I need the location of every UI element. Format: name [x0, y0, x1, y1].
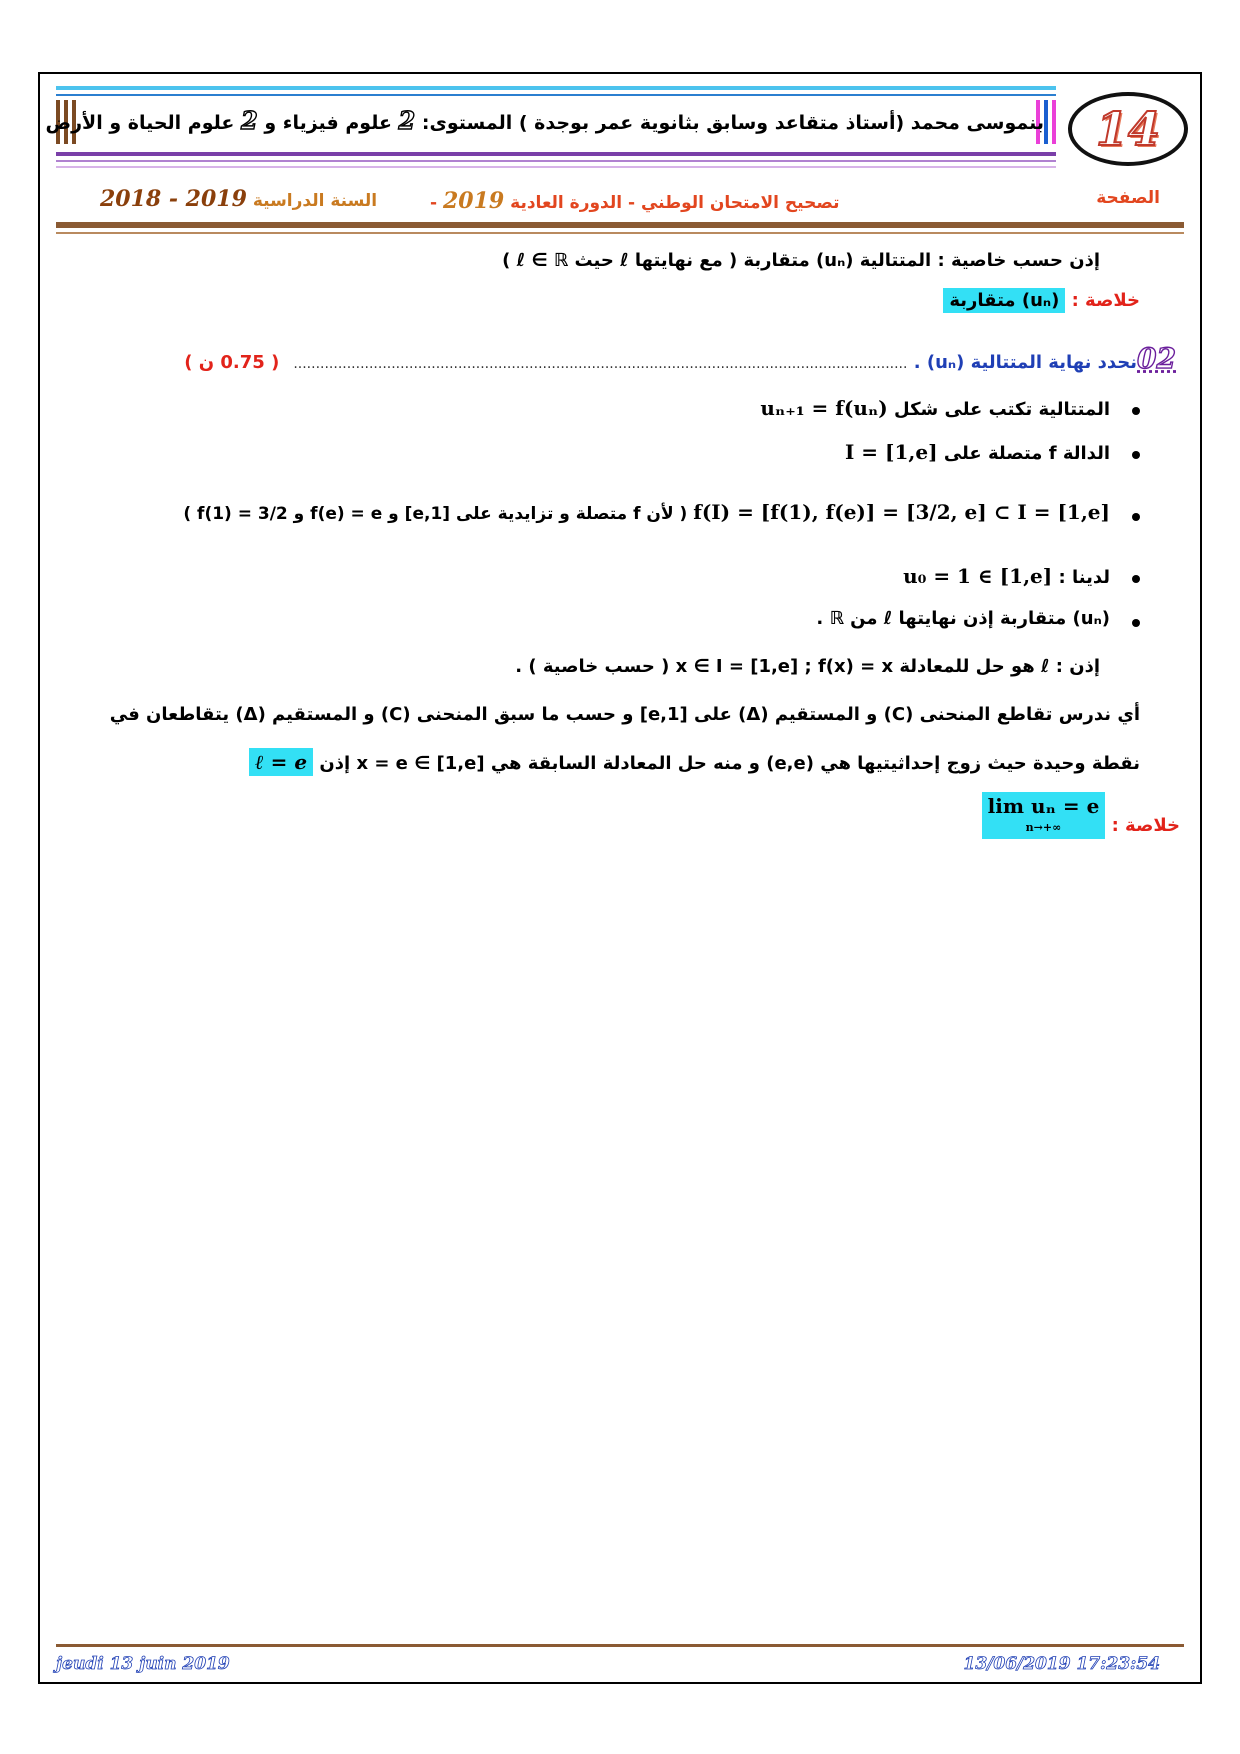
question-heading: 02نحدد نهاية المتتالية (uₙ) . ..........................................................................................................................................( 0.75 ن ): [184, 342, 1176, 375]
school-year: السنة الدراسية 2018 - 2019: [100, 186, 378, 212]
bullet-item: الدالة f متصلة على I = [1,e]: [844, 440, 1110, 464]
header-top-line-blue: [56, 94, 1056, 96]
paragraph-line: نقطة وحيدة حيث زوج إحداثيتيها هي (e,e) و منه حل المعادلة السابقة هي x = e ∈ [1,e] إذن ℓ = e: [249, 750, 1140, 775]
bullet-item: (uₙ) متقاربة إذن نهايتها ℓ من ℝ .: [816, 608, 1110, 629]
footer-date-right: 13/06/2019 17:23:54: [963, 1654, 1160, 1674]
page-label: الصفحة: [1096, 188, 1160, 208]
bullet-icon: [1132, 619, 1140, 627]
bullet-item: f(I) = [f(1), f(e)] = [3/2, e] ⊂ I = [1,e] ( لأن f متصلة و تزايدية على [1,e] و f(e) = e و f(1) = 3/2 ): [183, 500, 1110, 524]
text-line: إذن حسب خاصية : المتتالية (uₙ) متقاربة ( مع نهايتها ℓ حيث ℓ ∈ ℝ ): [502, 250, 1100, 271]
header-bottom-line-purple: [56, 152, 1056, 156]
highlight: ℓ = e: [249, 748, 313, 776]
question-number: 02: [1137, 342, 1176, 375]
level-number: 2: [398, 106, 416, 135]
footer-rule: [56, 1644, 1184, 1647]
header-top-line-cyan: [56, 86, 1056, 90]
header-bottom-line-violet: [56, 160, 1056, 162]
header-rule-thin: [56, 232, 1184, 234]
paragraph-line: أي ندرس تقاطع المنحنى (C) و المستقيم (Δ) على [1,e] و حسب ما سبق المنحنى (C) و المستقيم (Δ) يتقاطعان في: [109, 704, 1140, 725]
page-number: 14: [1095, 102, 1160, 156]
page-frame: [38, 72, 1202, 1684]
level-number: 2: [241, 106, 258, 135]
bullet-icon: [1132, 451, 1140, 459]
bullet-item: لدينا : u₀ = 1 ∈ [1,e]: [903, 564, 1110, 588]
conclusion-2: خلاصة : lim uₙ = e n→+∞: [982, 792, 1180, 839]
header-rule: [56, 222, 1184, 228]
highlight: lim uₙ = e n→+∞: [982, 792, 1106, 839]
bullet-icon: [1132, 575, 1140, 583]
footer-date-left: jeudi 13 juin 2019: [56, 1654, 230, 1674]
page-number-badge: [1068, 92, 1188, 166]
bullet-icon: [1132, 513, 1140, 521]
bullet-item: المتتالية تكتب على شكل uₙ₊₁ = f(uₙ): [760, 396, 1110, 420]
then-line: إذن : ℓ هو حل للمعادلة x ∈ I = [1,e] ; f(x) = x ( حسب خاصية ) .: [515, 656, 1100, 677]
header-bottom-line-pink: [56, 166, 1056, 168]
exam-title: تصحيح الامتحان الوطني - الدورة العادية 2019 -: [430, 188, 840, 214]
conclusion-1: خلاصة : (uₙ) متقاربة: [943, 290, 1140, 311]
bullet-icon: [1132, 407, 1140, 415]
author-line: بنموسى محمد (أستاذ متقاعد وسابق بثانوية عمر بوجدة ) المستوى: 2 علوم فيزياء و 2 علوم الحياة و الأرض: [45, 106, 1044, 135]
highlight: (uₙ) متقاربة: [943, 288, 1065, 313]
